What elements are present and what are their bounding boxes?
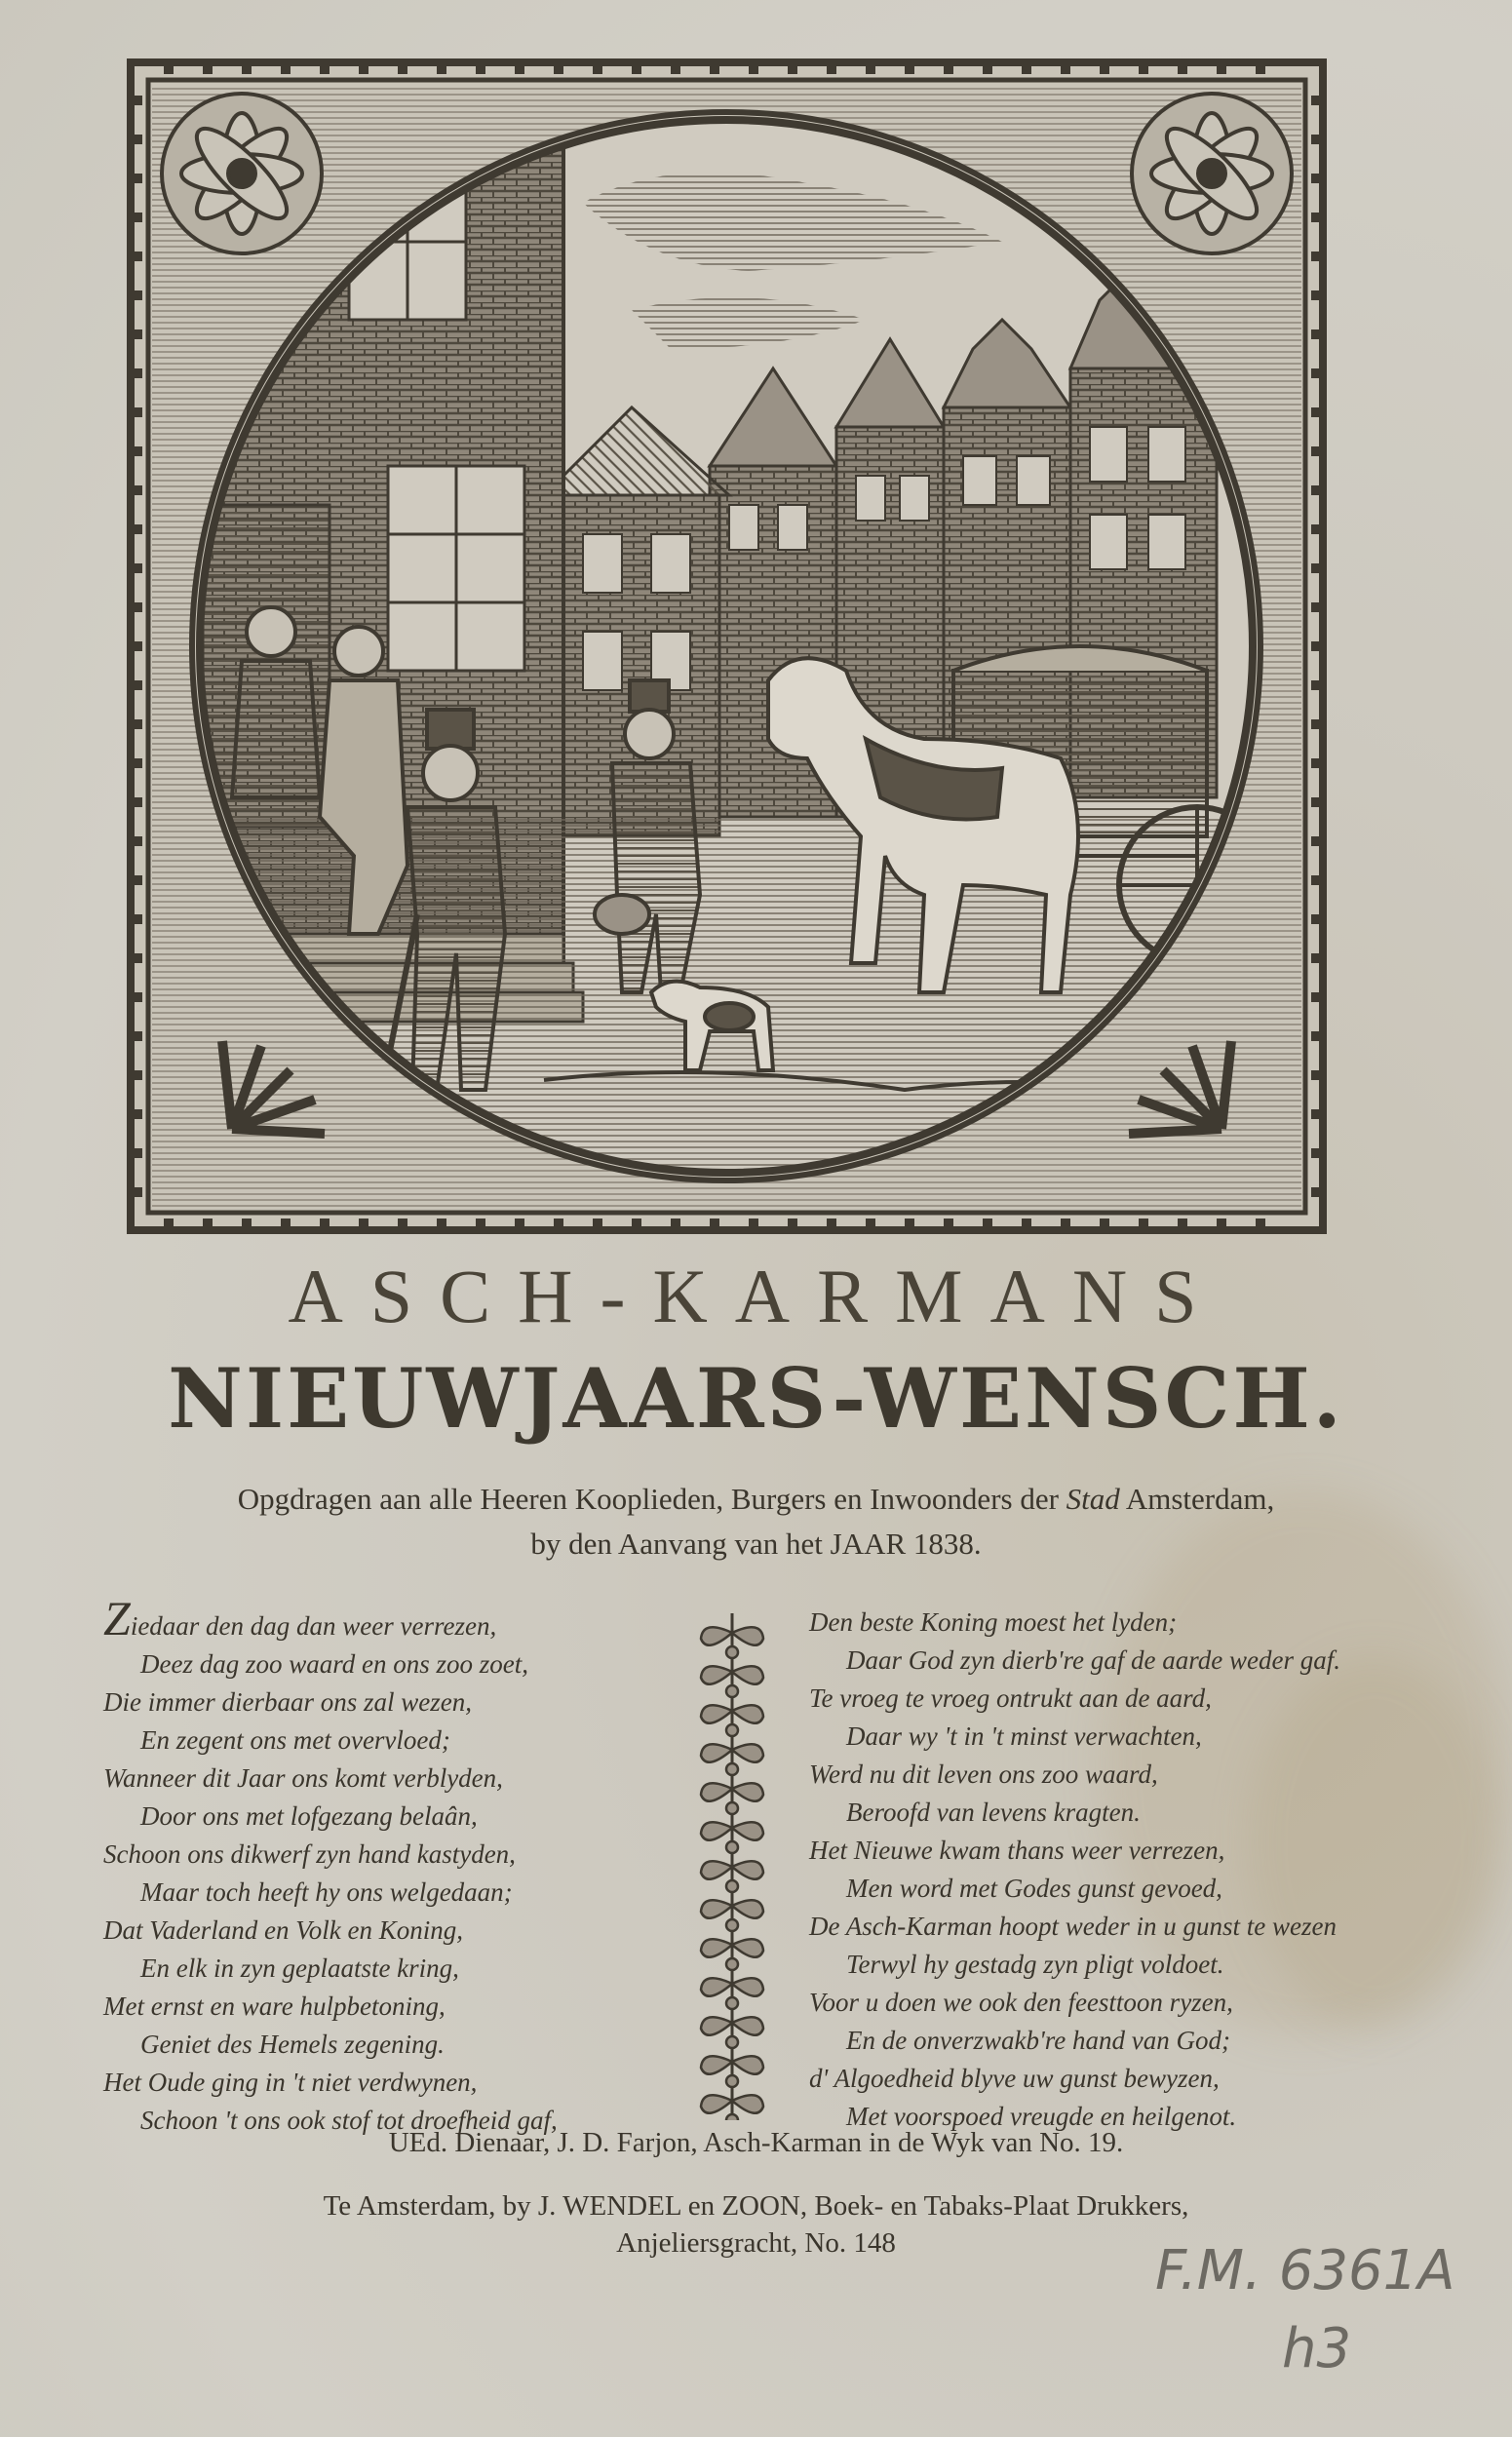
printer-line-1: Te Amsterdam, by J. WENDEL en ZOON, Boek- en Tabaks-Plaat Drukkers, xyxy=(323,2190,1189,2222)
shelfmark-line-1: F.M. 6361A xyxy=(1155,2239,1455,2302)
poem-line: Voor u doen we ook den feesttoon ryzen, xyxy=(809,1988,1233,2017)
dedication xyxy=(0,1477,1512,1567)
poem-line: Geniet des Hemels zegening. xyxy=(140,2030,445,2059)
poem-line: d' Algoedheid blyve uw gunst bewyzen, xyxy=(809,2064,1220,2093)
dedication-line-2: by den Aanvang van het JAAR 1838. xyxy=(530,1527,982,1561)
title-line-1: ASCH-KARMANS xyxy=(288,1254,1224,1338)
poem-line: Den beste Koning moest het lyden; xyxy=(809,1607,1178,1637)
poem-line: Met voorspoed vreugde en heilgenot. xyxy=(846,2102,1237,2131)
poem-line: En elk in zyn geplaatste kring, xyxy=(140,1953,459,1983)
poem-line: De Asch-Karman hoopt weder in u gunst te wezen xyxy=(809,1912,1337,1941)
poem-line-text: iedaar den dag dan weer verrezen, xyxy=(130,1611,497,1641)
poem-line: En zegent ons met overvloed; xyxy=(140,1725,450,1755)
poem-left-column xyxy=(103,1591,678,2140)
poem-line: En de onverzwakb're hand van God; xyxy=(846,2026,1230,2055)
handwritten-shelfmark xyxy=(1155,2232,1455,2388)
dedication-text: Amsterdam, xyxy=(1119,1482,1275,1516)
poem-line: Daar wy 't in 't minst verwachten, xyxy=(846,1721,1202,1751)
poem-line: Terwyl hy gestadg zyn pligt voldoet. xyxy=(846,1950,1224,1979)
dedication-italic: Stad xyxy=(1066,1482,1120,1516)
poem-line: Die immer dierbaar ons zal wezen, xyxy=(103,1687,472,1717)
street-scene-woodcut-icon xyxy=(125,57,1329,1236)
poem-line: Daar God zyn dierb're gaf de aarde weder gaf. xyxy=(846,1645,1340,1675)
poem-line: Deez dag zoo waard en ons zoo zoet, xyxy=(140,1649,528,1679)
drop-cap: Z xyxy=(103,1591,131,1645)
poem-line: Werd nu dit leven ons zoo waard, xyxy=(809,1760,1158,1789)
poem-line: Het Nieuwe kwam thans weer verrezen, xyxy=(809,1836,1225,1865)
shelfmark-line-2: h3 xyxy=(1282,2317,1352,2380)
floral-vine-ornament-icon xyxy=(695,1613,769,2120)
printer-line-2: Anjeliersgracht, No. 148 xyxy=(616,2227,896,2259)
poem-line: Maar toch heeft hy ons welgedaan; xyxy=(140,1877,513,1907)
poem-line xyxy=(103,1591,678,1645)
poem-line: Door ons met lofgezang belaân, xyxy=(140,1801,478,1831)
poem-line: Het Oude ging in 't niet verdwynen, xyxy=(103,2068,478,2097)
poem-line: Men word met Godes gunst gevoed, xyxy=(846,1874,1222,1903)
poem-line: Beroofd van levens kragten. xyxy=(846,1798,1141,1827)
dedication-text: Opgdragen aan alle Heeren Kooplieden, Burgers en Inwoonders der xyxy=(237,1482,1066,1516)
dedication-line-1 xyxy=(0,1477,1512,1522)
poem-line: Dat Vaderland en Volk en Koning, xyxy=(103,1915,463,1945)
poem-line: Te vroeg te vroeg ontrukt aan de aard, xyxy=(809,1683,1212,1713)
poem-right-column xyxy=(809,1604,1414,2136)
signature-line: UEd. Dienaar, J. D. Farjon, Asch-Karman in de Wyk van No. 19. xyxy=(388,2127,1124,2158)
title-line-2: NIEUWJAARS-WENSCH. xyxy=(168,1350,1344,1447)
poem-line: Schoon 't ons ook stof tot droefheid gaf, xyxy=(140,2106,558,2135)
poem-line: Wanneer dit Jaar ons komt verblyden, xyxy=(103,1763,503,1793)
poem-line: Met ernst en ware hulpbetoning, xyxy=(103,1992,446,2021)
poem-line: Schoon ons dikwerf zyn hand kastyden, xyxy=(103,1839,516,1869)
